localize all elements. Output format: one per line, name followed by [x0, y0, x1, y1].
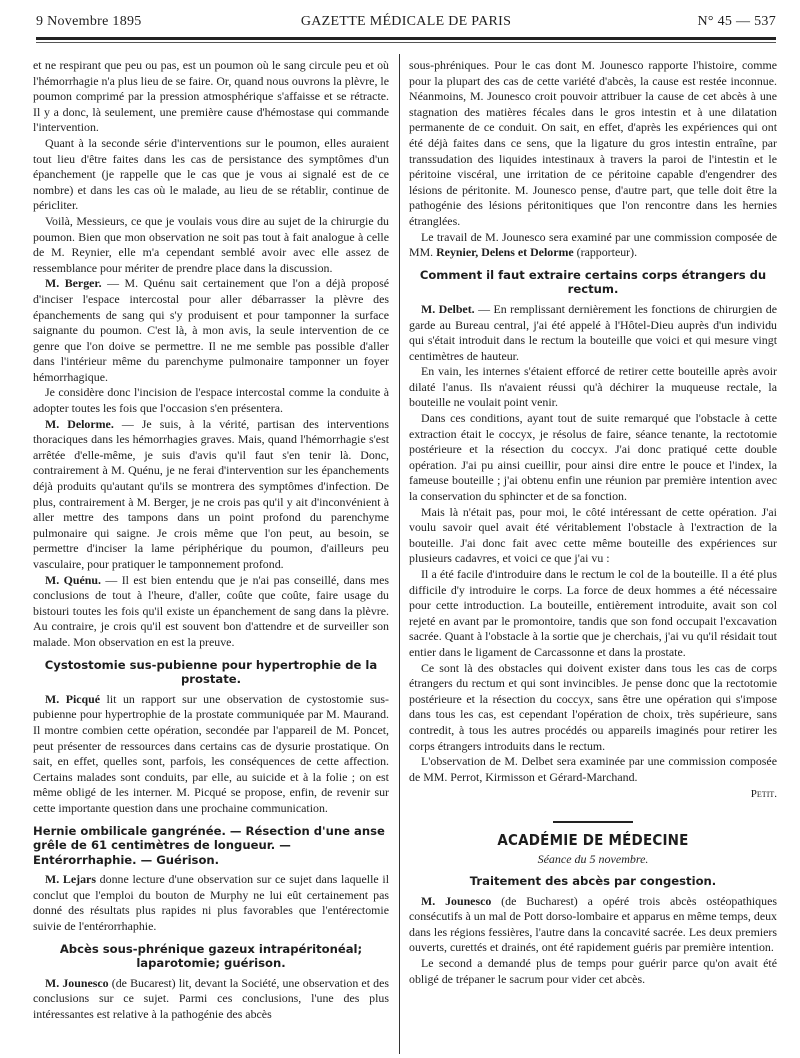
paragraph-text: (de Bucharest) a opéré trois abcès ostéopathiques consécutifs à un mal de Pott dorso-lombaire et apparus en même temps, deux dans les régions fessières, l'autre dans la concavité sacrée. Les deux premiers ouverts, curettés et drainés, ont été rapidement guéris par première intention.	[409, 893, 777, 955]
section-rule	[553, 821, 633, 823]
speaker-name: M. Delbet.	[421, 301, 475, 316]
paragraph-text: lit un rapport sur une observation de cystostomie sus-pubienne pour hypertrophie de la prostate communiquée par M. Maurand. Il montre combien cette opération, secondée par l'appareil de M. Poncet, peut présenter de ressources dans certains cas de dysurie prostatique. On sait, en effet, quelles sont, parfois, les conséquences de cette affection. Certains malades sont conduits, par elle, au suicide et à la folie ; on est même obligé de les interner. M. Picqué se propose, enfin, de revenir sur cette importante question dans une prochaine communication.	[33, 691, 389, 815]
paragraph	[409, 230, 777, 261]
paragraph: Mais là n'était pas, pour moi, le côté intéressant de cette opération. J'ai voulu savoir quel avait été véritablement l'obstacle à l'extraction de la bouteille. J'ai donc fait avec cette même bouteille des expériences sur plusieurs cadavres, et voici ce que j'ai vu :	[409, 504, 777, 566]
paragraph: Voilà, Messieurs, ce que je voulais vous dire au sujet de la chirurgie du poumon. Bien que mon observation ne soit pas tout à fait analogue à celle de M. Reynier, elle m'a cependant semblé avoir avec elle assez de ressemblance pour mériter de prendre place dans la discussion.	[33, 213, 389, 275]
paragraph	[33, 573, 389, 651]
speaker-name: M. Jounesco	[421, 893, 492, 908]
paragraph	[33, 692, 389, 817]
page-number: N° 45 — 537	[697, 14, 776, 29]
issue-date: 9 Novembre 1895	[36, 14, 142, 29]
author-signature: Petit.	[750, 788, 777, 801]
speaker-name: M. Quénu.	[45, 572, 101, 587]
header-rule-thin	[36, 42, 776, 43]
speaker-name: M. Jounesco	[45, 975, 109, 990]
header-rule	[36, 37, 776, 40]
paragraph: Le second a demandé plus de temps pour guérir parce qu'on avait été obligé de trépaner le sacrum pour vider cet abcès.	[409, 956, 777, 986]
paragraph	[33, 872, 389, 934]
paragraph-text: — M. Quénu sait certainement que l'on a déjà proposé d'inciser l'espace intercostal pour aller débarrasser la plèvre des épanchements de sang qui s'y produisent et pour tamponner la surface saignante du poumon. C'est là, à mon avis, la seule intervention de ce genre que l'on doive se permettre. Il ne me semble pas possible d'aller dans l'intérieur même du parenchyme pulmonaire tamponner un foyer hémorrhagique.	[33, 276, 389, 384]
speaker-name: M. Lejars	[45, 872, 96, 887]
paragraph-text: (rapporteur).	[573, 245, 638, 260]
paragraph-text: — Il est bien entendu que je n'ai pas conseillé, dans mes conclusions de tout à l'heure, d'aller, coûte que coûte, faire usage du bistouri toutes les fois qu'il existe un épanchement de sang dans la plèvre. Au contraire, je crois qu'il est souvent bon d'attendre et de surveiller son malade. Mon observation en est la preuve.	[33, 572, 389, 649]
paragraph: Il a été facile d'introduire dans le rectum le col de la bouteille. Il a été plus difficile d'y introduire le corps. La force de deux hommes a été nécessaire pour cette introduction. La bouteille, entièrement introduite, avait son col rejeté en avant par le promontoire, tandis que son fond occupait l'excavation sacrée. Quant à l'obstacle à la sortie que je cherchais, j'ai vu qu'il résidait tout entier dans le ligament de Carcassonne et dans la prostate.	[409, 567, 777, 659]
paragraph	[409, 894, 777, 956]
section-heading: Comment il faut extraire certains corps étrangers du rectum.	[419, 267, 767, 297]
paragraph: L'observation de M. Delbet sera examinée par une commission composée de MM. Perrot, Kirmisson et Gérard-Marchand.	[409, 754, 777, 784]
page-header	[36, 14, 776, 36]
paragraph	[409, 302, 777, 364]
paragraph: Je considère donc l'incision de l'espace intercostal comme la conduite à adopter toutes les fois que l'occasion s'en présentera.	[33, 385, 389, 416]
paragraph: et ne respirant que peu ou pas, est un poumon où le sang circule peu et où l'hémorrhagie n'a plus lieu de se faire. Or, quand nous ouvrons la plèvre, le poumon comprimé par la pression atmosphérique s'affaisse et se rétracte. Il y a donc, là seulement, une première cause d'hémostase qui commande l'intervention.	[33, 58, 389, 135]
right-column	[409, 58, 777, 987]
speaker-name: M. Picqué	[45, 691, 101, 706]
paragraph-text: Le travail de M. Jounesco sera examiné par une commission composée de MM.	[409, 229, 777, 260]
paragraph: Quant à la seconde série d'interventions sur le poumon, elles auraient tout lieu d'être faites dans les cas de persistance des symptômes d'un épanchement (je rappelle que le cas que je vous ai signalé est de ce nombre) et dans les cas où le malade, au lieu de se rétablir, continue de péricliter.	[33, 135, 389, 213]
paragraph-text: donne lecture d'une observation sur ce sujet dans laquelle il conclut que l'emploi du bouton de Murphy ne lui eût certainement pas donné des résultats plus rapides ni plus favorables que l'entérectomie suivie de l'entérorrhaphie.	[33, 872, 389, 934]
section-heading: Cystostomie sus-pubienne pour hypertrophie de la prostate.	[44, 657, 378, 687]
commission-names: Reynier, Delens et Delorme	[436, 245, 574, 260]
paragraph-text: — Je suis, à la vérité, partisan des interventions thoraciques dans les hémorrhagies graves. Mais, quand l'hémorrhagie s'est arrêtée d'elle-même, je suis d'avis qu'il faut s'en tenir là. Donc, contrairement à M. Quénu, je ne ferai d'intervention sur les épanchements déjà produits qu'autant qu'ils se montrera des symptômes d'infection. De plus, contrairement à M. Berger, je ne crois pas qu'il y ait d'inconvénient à aller mettre des tampons dans un point profond du parenchyme pulmonaire qui saigne. Je crois même que l'on peut, au besoin, se permettre d'inciser la lame périphérique du poumon, d'ailleurs peu vasculaire, pour pratiquer le tamponnement profond.	[33, 416, 389, 571]
section-heading: Abcès sous-phrénique gazeux intrapéritonéal; laparotomie; guérison.	[59, 941, 363, 971]
paragraph: sous-phréniques. Pour le cas dont M. Jounesco rapporte l'histoire, comme pour la plupart des cas de cette variété d'abcès, la cause est restée inconnue. Néanmoins, M. Jounesco croit pouvoir attribuer la cause de cet abcès à une stagnation des matières fécales dans le gros intestin et à une dilatation permanente de ce conduit. On sait, en effet, d'après les expériences qui ont été déjà faites dans ce sens, que la ligature du gros intestin entraîne, par transsudation des liquides intestinaux à travers la paroi de l'intestin et le péritoine viscéral, une irritation de ce péritoine capable d'engendrer des lésions de péritonite. M. Jounesco pense, d'autre part, que telle doit être la pathogénie des lésions péritonitiques que l'on rencontre dans les hernies étranglées.	[409, 58, 777, 228]
speaker-name: M. Berger.	[45, 276, 102, 291]
paragraph: En vain, les internes s'étaient efforcé de retirer cette bouteille après avoir dilaté l'anus. Ils n'avaient réussi qu'à déchirer la muqueuse rectale, la bouteille ne voulait point venir.	[409, 364, 777, 410]
paragraph	[33, 417, 389, 573]
academy-heading: ACADÉMIE DE MÉDECINE	[497, 830, 689, 849]
paragraph-text: — En remplissant dernièrement les fonctions de chirurgien de garde au Bureau central, j'ai été appelé à l'Hôtel-Dieu auprès d'un individu qui s'était introduit dans le rectum la bouteille que voici et qui mesure vingt centimètres de hauteur.	[409, 301, 777, 363]
journal-title: GAZETTE MÉDICALE DE PARIS	[300, 14, 512, 29]
paragraph: Dans ces conditions, ayant tout de suite remarqué que l'obstacle à cette extraction était le coccyx, je résolus de faire, séance tenante, la rectotomie postérieure et la résection du coccyx. J'ai donc pratiqué cette double opération. J'ai pu ainsi cueillir, pour ainsi dire entre le pouce et l'index, la fameuse bouteille ; j'ai obtenu enfin une réunion par première intention avec la conservation du sphincter et de sa fonction.	[409, 411, 777, 504]
paragraph	[33, 276, 389, 385]
paragraph-text: (de Bucarest) lit, devant la Société, une observation et des conclusions sur ce sujet. Parmi ces conclusions, l'une des plus intéressantes est relative à la pathogénie des abcès	[33, 975, 389, 1022]
section-heading: Hernie ombilicale gangrénée. — Résection d'une anse grêle de 61 centimètres de longueur. — Entérorrhaphie. — Guérison.	[33, 823, 385, 867]
paragraph: Ce sont là des obstacles qui doivent exister dans tous les cas de corps étrangers du rectum et qui sont invincibles. Je pense donc que la rectotomie postérieure et la résection du coccyx, sans être une opération qui s'impose dans tous les cas, est cependant l'opération de choix, très supérieure, sans contredit, à tous les autres procédés ou appareils imaginés pour retirer les corps étrangers introduits dans le rectum.	[409, 660, 777, 753]
speaker-name: M. Delorme.	[45, 416, 114, 431]
column-divider	[399, 54, 400, 1054]
paragraph	[33, 976, 389, 1023]
section-heading: Traitement des abcès par congestion.	[469, 874, 717, 889]
session-date: Séance du 5 novembre.	[537, 851, 649, 866]
left-column	[33, 58, 389, 1023]
